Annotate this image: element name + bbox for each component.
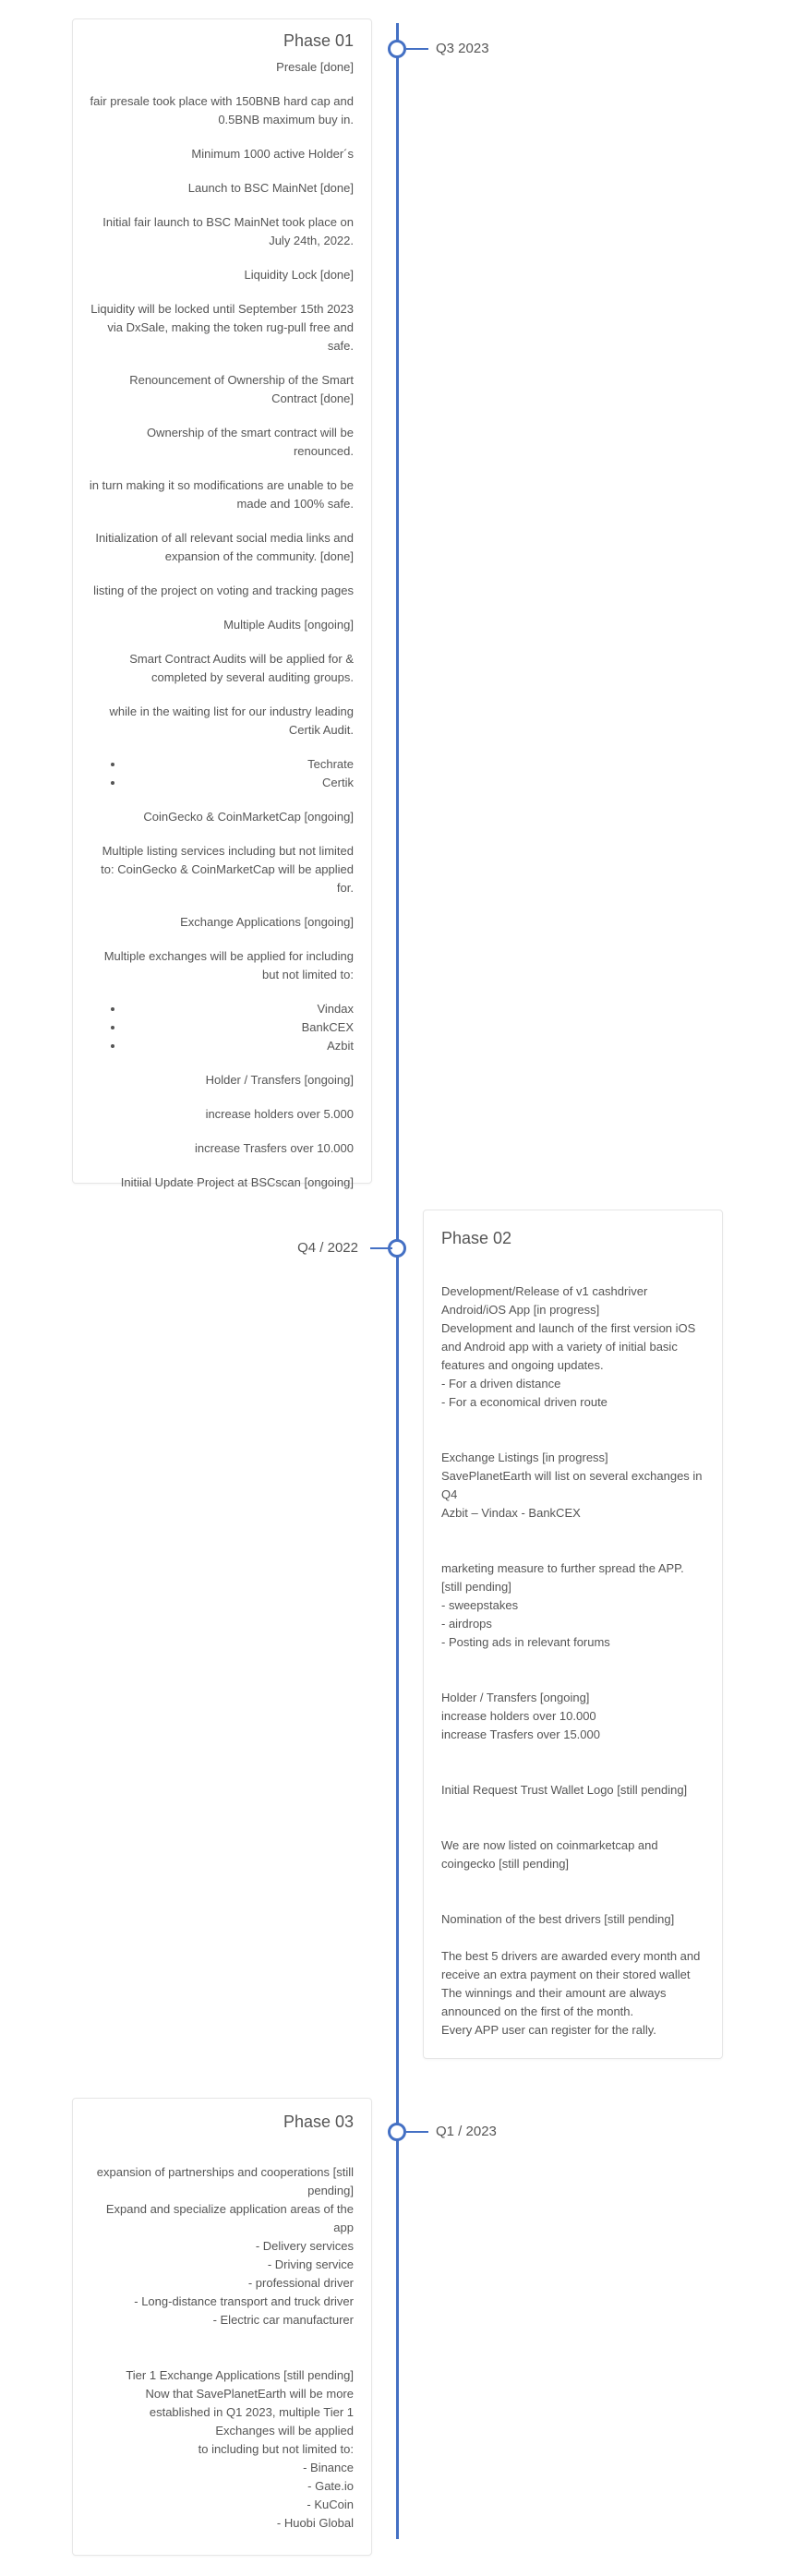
roadmap-item: Multiple exchanges will be applied for including but not limited to:	[103, 949, 354, 981]
audit-list	[88, 755, 354, 792]
roadmap-item: increase holders over 5.000	[205, 1107, 354, 1121]
list-item: • Certik	[125, 774, 354, 792]
roadmap-item: We are now listed on coinmarketcap and coingecko [still pending]	[441, 1838, 658, 1871]
timeline-connector	[406, 48, 428, 50]
roadmap-item: Liquidity will be locked until September 15th 2023 via DxSale, making the token rug-pull free and safe.	[90, 302, 354, 353]
phase-03-title: Phase 03	[283, 2113, 354, 2131]
roadmap-item: in turn making it so modifications are unable to be made and 100% safe.	[89, 478, 354, 511]
phase-02-card	[423, 1210, 723, 2059]
roadmap-item: Renouncement of Ownership of the Smart Contract [done]	[129, 373, 354, 405]
phase-02-title: Phase 02	[441, 1229, 512, 1247]
roadmap-item: Exchange Applications [ongoing]	[180, 915, 354, 929]
roadmap-item: Nomination of the best drivers [still pending]	[441, 1912, 675, 1926]
list-item: • Azbit	[125, 1037, 354, 1055]
phase-03-items	[88, 2163, 354, 2533]
roadmap-item: Smart Contract Audits will be applied for & completed by several auditing groups.	[129, 652, 354, 684]
list-item: • Techrate	[125, 755, 354, 774]
roadmap-item: Initiial Update Project at BSCscan [ongoing]	[120, 1175, 354, 1189]
roadmap-item: listing of the project on voting and tracking pages	[93, 584, 354, 597]
roadmap-item: Ownership of the smart contract will be renounced.	[147, 426, 354, 458]
roadmap-item: The best 5 drivers are awarded every month and receive an extra payment on their stored wallet The winnings and their amount are always announced on the first of the month. Every APP user can register for the rally.	[441, 1949, 701, 2037]
roadmap-item: marketing measure to further spread the APP. [still pending] - sweepstakes - airdrops - Posting ads in relevant forums	[441, 1561, 684, 1649]
phase-01-items	[88, 58, 354, 740]
phase-01-date: Q3 2023	[436, 41, 489, 56]
roadmap-item: Initial fair launch to BSC MainNet took place on July 24th, 2022.	[102, 215, 354, 247]
phase-02-date: Q4 / 2022	[297, 1240, 358, 1256]
phase-01-card	[72, 18, 372, 1189]
roadmap-item: Presale [done]	[276, 60, 354, 74]
roadmap-item: Launch to BSC MainNet [done]	[187, 181, 354, 195]
phase-01-items-3	[88, 1071, 354, 1192]
phase-03-card	[72, 2098, 372, 2556]
roadmap-item: Initial Request Trust Wallet Logo [still pending]	[441, 1783, 688, 1797]
roadmap-item: Tier 1 Exchange Applications [still pending] Now that SavePlanetEarth will be more established in Q1 2023, multiple Tier 1 Exchanges will be applied to including but not limited to: - Binance - Gate.io - KuCoin - Huobi Global	[126, 2368, 354, 2530]
roadmap-item: Holder / Transfers [ongoing] increase holders over 10.000 increase Trasfers over 15.000	[441, 1691, 600, 1741]
roadmap-item: fair presale took place with 150BNB hard cap and 0.5BNB maximum buy in.	[90, 94, 354, 126]
timeline-marker-phase-01	[388, 40, 406, 58]
roadmap-item: Liquidity Lock [done]	[244, 268, 354, 282]
roadmap-item: Holder / Transfers [ongoing]	[205, 1073, 354, 1087]
roadmap-item: Exchange Listings [in progress] SavePlanetEarth will list on several exchanges in Q4 Azbit – Vindax - BankCEX	[441, 1451, 703, 1520]
roadmap-item: CoinGecko & CoinMarketCap [ongoing]	[143, 810, 354, 824]
phase-01-items-2	[88, 808, 354, 984]
phase-03-date: Q1 / 2023	[436, 2124, 497, 2139]
list-item: • BankCEX	[125, 1018, 354, 1037]
phase-02-items	[441, 1282, 704, 2040]
phase-01-title: Phase 01	[283, 31, 354, 50]
timeline-connector	[406, 2131, 428, 2133]
exchange-list	[88, 1000, 354, 1055]
roadmap-item: Multiple listing services including but not limited to: CoinGecko & CoinMarketCap will be applied for.	[101, 844, 354, 895]
roadmap-item: Minimum 1000 active Holder´s	[191, 147, 354, 161]
roadmap-item: expansion of partnerships and cooperations [still pending] Expand and specialize application areas of the app - Delivery services - Driving service - professional driver - Long-distance transport and truck driver - Electric car manufacturer	[96, 2165, 354, 2327]
roadmap-item: Development/Release of v1 cashdriver Android/iOS App [in progress] Development and launch of the first version iOS and Android app with a variety of initial basic features and ongoing updates. - For a driven distance - For a economical driven route	[441, 1284, 696, 1409]
timeline-line	[396, 23, 399, 2539]
roadmap-item: Multiple Audits [ongoing]	[223, 618, 354, 632]
roadmap-item: increase Trasfers over 10.000	[195, 1141, 354, 1155]
timeline-connector	[370, 1247, 392, 1249]
roadmap-item: while in the waiting list for our industry leading Certik Audit.	[109, 704, 354, 737]
list-item: • Vindax	[125, 1000, 354, 1018]
timeline-marker-phase-03	[388, 2123, 406, 2141]
roadmap-item: Initialization of all relevant social media links and expansion of the community. [done]	[95, 531, 354, 563]
